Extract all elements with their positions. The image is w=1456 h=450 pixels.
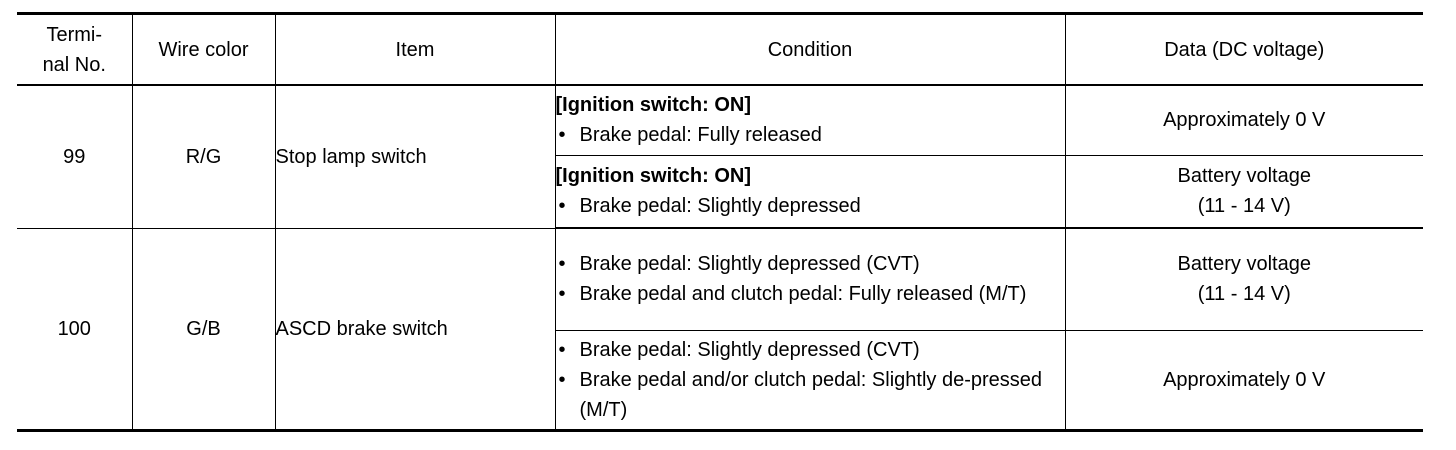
condition-heading: [Ignition switch: ON] xyxy=(555,94,752,117)
header-item: Item xyxy=(275,14,555,86)
data-cell xyxy=(1065,155,1423,228)
condition-bullet: • Brake pedal: Fully released xyxy=(556,120,1065,150)
condition-heading: [Ignition switch: ON] xyxy=(555,165,752,188)
data-value: Battery voltage xyxy=(1177,165,1311,188)
data-value: Approximately 0 V xyxy=(1163,109,1326,132)
data-value: Approximately 0 V xyxy=(1163,368,1326,391)
table-header-row xyxy=(17,14,1423,86)
condition-bullet: • Brake pedal: Slightly depressed xyxy=(556,191,1065,221)
condition-bullet: • Brake pedal: Slightly depressed (CVT) xyxy=(556,249,1065,279)
terminal-no-cell: 99 xyxy=(17,85,132,228)
condition-cell xyxy=(555,330,1065,430)
terminal-spec-table xyxy=(17,12,1423,432)
data-cell xyxy=(1065,228,1423,330)
header-wire-color: Wire color xyxy=(132,14,275,86)
condition-bullet: • Brake pedal: Slightly depressed (CVT) xyxy=(556,335,1065,365)
wire-color-cell: G/B xyxy=(132,228,275,430)
condition-list xyxy=(556,120,1065,150)
data-cell xyxy=(1065,330,1423,430)
header-terminal-line2: nal No. xyxy=(42,53,106,76)
wire-color-cell: R/G xyxy=(132,85,275,228)
header-terminal-line1: Termi- xyxy=(46,23,103,46)
condition-list xyxy=(556,249,1065,309)
condition-cell xyxy=(555,85,1065,155)
condition-list xyxy=(556,191,1065,221)
data-value: (11 - 14 V) xyxy=(1197,195,1291,218)
table-row xyxy=(17,85,1423,155)
data-value: (11 - 14 V) xyxy=(1197,283,1291,306)
terminal-no-cell: 100 xyxy=(17,228,132,430)
data-cell xyxy=(1065,85,1423,155)
data-value: Battery voltage xyxy=(1177,253,1311,276)
item-cell: Stop lamp switch xyxy=(275,85,555,228)
condition-cell xyxy=(555,155,1065,228)
condition-bullet: • Brake pedal and clutch pedal: Fully released (M/T) xyxy=(556,279,1065,309)
header-data: Data (DC voltage) xyxy=(1065,14,1423,86)
condition-bullet: • Brake pedal and/or clutch pedal: Slightly de-pressed (M/T) xyxy=(556,365,1065,425)
header-terminal-no xyxy=(17,14,132,86)
table-row xyxy=(17,228,1423,330)
header-condition: Condition xyxy=(555,14,1065,86)
condition-list xyxy=(556,335,1065,425)
condition-cell xyxy=(555,228,1065,330)
item-cell: ASCD brake switch xyxy=(275,228,555,430)
